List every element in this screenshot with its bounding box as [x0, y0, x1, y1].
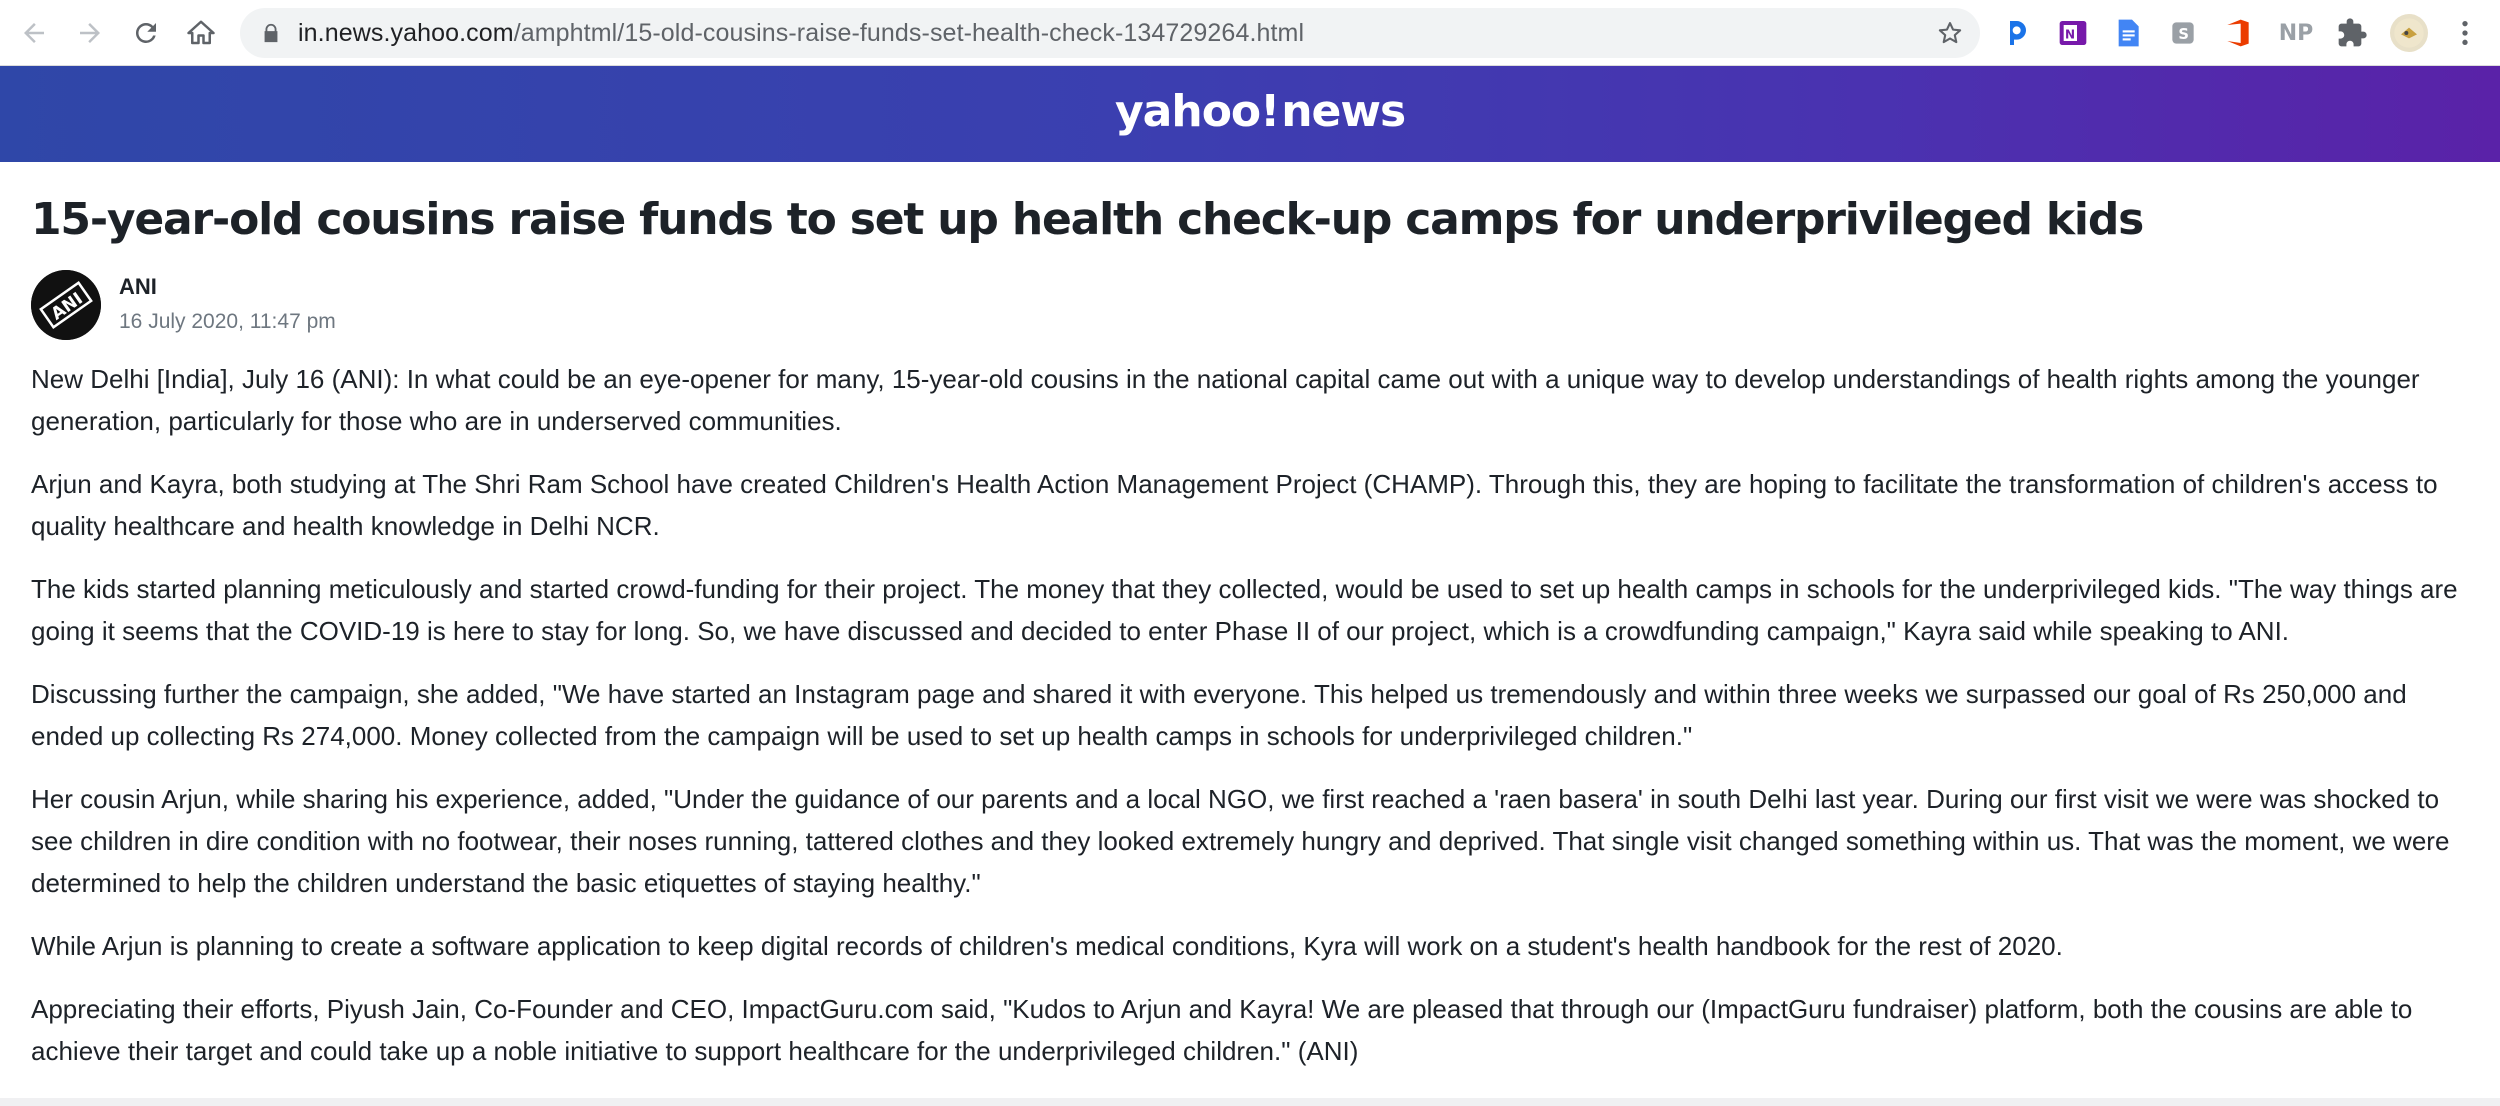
address-bar[interactable] [240, 8, 1980, 58]
home-icon [186, 18, 216, 48]
back-button[interactable] [14, 13, 54, 53]
yahoo-news-logo[interactable] [1115, 86, 1405, 142]
author-avatar[interactable] [31, 270, 101, 340]
logo-yahoo: yahoo! [1115, 86, 1280, 137]
forward-button[interactable] [70, 13, 110, 53]
browser-toolbar [0, 0, 2500, 66]
page-bottom-edge [0, 1098, 2500, 1106]
article-body [31, 358, 2471, 1093]
article-paragraph: New Delhi [India], July 16 (ANI): In what could be an eye-opener for many, 15-year-old cousins in the national capital came out with a unique way to develop understandings of health rights among the younger generation, particularly for those who are in underserved communities. [31, 364, 2420, 436]
svg-text:N: N [2065, 27, 2076, 42]
ani-logo-icon [31, 270, 101, 340]
onenote-extension-icon[interactable] [2056, 16, 2090, 50]
author-name[interactable]: ANI [119, 274, 157, 299]
back-arrow-icon [19, 18, 49, 48]
np-extension-label: NP [2278, 20, 2314, 46]
article-paragraph: While Arjun is planning to create a software application to keep digital records of children's medical conditions, Kyra will work on a student's health handbook for the rest of 2020. [31, 931, 2063, 961]
site-header [0, 66, 2500, 162]
publish-timestamp: 16 July 2020, 11:47 pm [119, 310, 336, 333]
extensions-puzzle-icon[interactable] [2335, 16, 2369, 50]
article-paragraph: Her cousin Arjun, while sharing his experience, added, "Under the guidance of our parents and a local NGO, we first reached a 'raen basera' in south Delhi last year. During our first visit we were was shocked to see children in dire condition with no footwear, their noses running, tattered clothes and they looked extremely hungry and deprived. That single visit changed something within us. That was the moment, we were determined to help the children understand the basic etiquettes of staying healthy." [31, 784, 2450, 898]
bookmark-star-icon[interactable] [1936, 19, 1964, 47]
reload-button[interactable] [126, 13, 166, 53]
office-extension-icon[interactable] [2221, 16, 2255, 50]
profile-avatar-icon[interactable] [2390, 14, 2428, 52]
article-headline: 15-year-old cousins raise funds to set up health check-up camps for underprivileged kids [31, 194, 2144, 245]
url-host: in.news.yahoo.com [298, 19, 514, 47]
url-text[interactable] [298, 8, 1304, 58]
article-paragraph: Arjun and Kayra, both studying at The Shri Ram School have created Children's Health Action Management Project (CHAMP). Through this, they are hoping to facilitate the transformation of children's access to quality healthcare and health knowledge in Delhi NCR. [31, 469, 2438, 541]
avatar-text: ANI [47, 288, 87, 325]
pocket-like-extension-icon[interactable] [2001, 16, 2035, 50]
grey-s-extension-icon[interactable] [2166, 16, 2200, 50]
article-paragraph: The kids started planning meticulously and started crowd-funding for their project. The money that they collected, would be used to set up health camps in schools for the underprivileged kids. "The way things are going it seems that the COVID-19 is here to stay for long. So, we have discussed and decided to enter Phase II of our project, which is a crowdfunding campaign," Kayra said while speaking to ANI. [31, 574, 2458, 646]
docs-extension-icon[interactable] [2111, 16, 2145, 50]
home-button[interactable] [181, 13, 221, 53]
menu-kebab-icon[interactable] [2448, 16, 2482, 50]
np-extension-icon[interactable] [2276, 16, 2316, 50]
lock-icon [260, 22, 282, 44]
article-paragraph: Appreciating their efforts, Piyush Jain, Co-Founder and CEO, ImpactGuru.com said, "Kudos to Arjun and Kayra! We are pleased that through our (ImpactGuru fundraiser) platform, both the cousins are able to achieve their target and could take up a noble initiative to support healthcare for the underprivileged children." (ANI) [31, 994, 2413, 1066]
url-path: /amphtml/15-old-cousins-raise-funds-set-health-check-134729264.html [513, 19, 1305, 47]
reload-icon [131, 18, 161, 48]
forward-arrow-icon [75, 18, 105, 48]
logo-news: news [1281, 86, 1406, 137]
svg-text:S: S [2178, 26, 2189, 43]
article-paragraph: Discussing further the campaign, she added, "We have started an Instagram page and shared it with everyone. This helped us tremendously and within three weeks we surpassed our goal of Rs 250,000 and ended up collecting Rs 274,000. Money collected from the campaign will be used to set up health camps in schools for underprivileged children." [31, 679, 2407, 751]
